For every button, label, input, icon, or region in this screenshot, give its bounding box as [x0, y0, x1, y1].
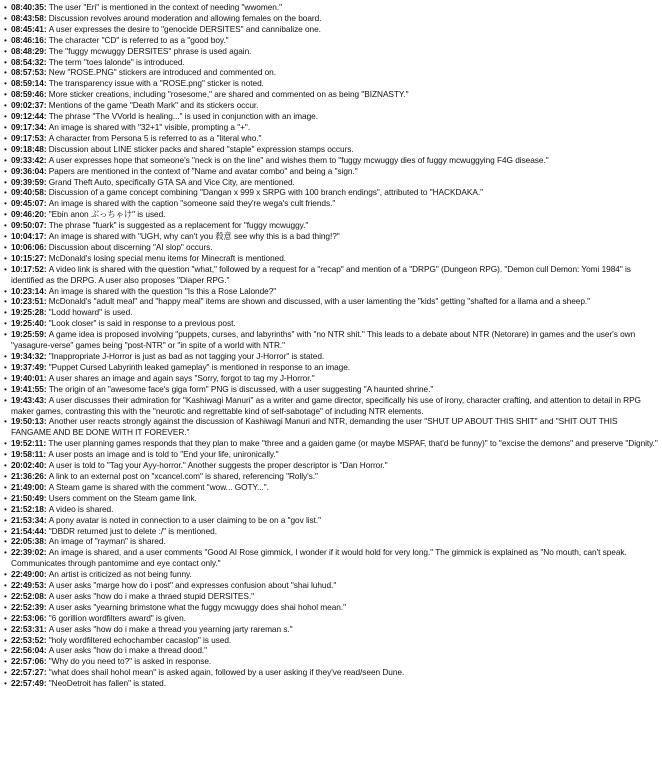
- entry-text: The character "CD" is referred to as a "good boy.": [48, 34, 229, 45]
- entry-timestamp: 08:48:29: [11, 45, 44, 56]
- entry-text: A video is shared.: [48, 503, 114, 514]
- log-entry: [4, 482, 658, 493]
- bullet-icon: •: [4, 252, 7, 263]
- log-entry: [4, 307, 658, 318]
- timestamp-separator: :: [43, 111, 49, 122]
- entry-timestamp: 21:54:44: [11, 525, 44, 536]
- timestamp-separator: :: [43, 198, 49, 209]
- timestamp-separator: :: [43, 667, 49, 678]
- entry-timestamp: 22:53:31: [11, 623, 44, 634]
- entry-timestamp: 08:46:16: [11, 34, 44, 45]
- entry-text: The phrase "The VVorld is healing..." is used in conjunction with an image.: [48, 111, 318, 122]
- entry-text: "Look closer" is said in response to a previous post.: [48, 318, 236, 329]
- log-entry: [4, 67, 658, 78]
- timestamp-separator: :: [43, 580, 49, 591]
- timestamp-separator: :: [43, 590, 49, 601]
- timestamp-separator: :: [43, 383, 49, 394]
- entry-text: A pony avatar is noted in connection to a user claiming to be on a "gov list.": [48, 514, 322, 525]
- entry-text: Discussion about LINE sticker packs and shared "staple" expression stamps occurs.: [48, 143, 354, 154]
- entry-timestamp: 10:17:52: [11, 263, 44, 274]
- timestamp-separator: :: [43, 176, 49, 187]
- entry-text: A user expresses the desire to "genocide DERSITES" and cannibalize one.: [48, 23, 321, 34]
- entry-timestamp: 21:50:49: [11, 492, 44, 503]
- entry-timestamp: 09:18:48: [11, 143, 44, 154]
- timestamp-separator: :: [43, 372, 49, 383]
- timestamp-separator: :: [43, 481, 49, 492]
- entry-text: A user asks "how do i make a thread dood.": [48, 645, 208, 656]
- entry-timestamp: 09:33:42: [11, 154, 44, 165]
- bullet-icon: •: [4, 209, 7, 220]
- timestamp-separator: :: [43, 394, 49, 405]
- bullet-icon: •: [4, 656, 7, 667]
- entry-text: A user discusses their admiration for "Kashiwagi Manuri" as a writer and game director, specifically his use of irony, character crafting, and attention to detail in RPG maker games, contrasting this with the "neurotic and regrettable kind of self-sabotage" of including NTR elements.: [11, 394, 641, 416]
- log-entry: [4, 547, 658, 569]
- log-entry: [4, 602, 658, 613]
- bullet-icon: •: [4, 241, 7, 252]
- entry-text: The term "toes lalonde" is introduced.: [48, 56, 185, 67]
- entry-text: A link to an external post on "xcancel.com" is shared, referencing "Rolly's.": [48, 470, 318, 481]
- bullet-icon: •: [4, 198, 7, 209]
- bullet-icon: •: [4, 121, 7, 132]
- log-entry: [4, 296, 658, 307]
- bullet-icon: •: [4, 460, 7, 471]
- bullet-icon: •: [4, 318, 7, 329]
- bullet-icon: •: [4, 569, 7, 580]
- bullet-icon: •: [4, 601, 7, 612]
- log-entry: [4, 526, 658, 537]
- log-entry: [4, 198, 658, 209]
- timestamp-separator: :: [43, 296, 49, 307]
- entry-timestamp: 09:17:34: [11, 121, 44, 132]
- entry-timestamp: 22:53:52: [11, 634, 44, 645]
- log-entry: [4, 329, 658, 351]
- bullet-icon: •: [4, 503, 7, 514]
- timestamp-separator: :: [43, 165, 49, 176]
- entry-text: Papers are mentioned in the context of "Name and avatar combo" and being a "sign.": [48, 165, 358, 176]
- entry-timestamp: 19:50:13: [11, 416, 44, 427]
- timestamp-separator: :: [43, 143, 49, 154]
- bullet-icon: •: [4, 45, 7, 56]
- entry-timestamp: 22:57:06: [11, 656, 44, 667]
- log-entry: [4, 504, 658, 515]
- entry-timestamp: 10:23:14: [11, 285, 44, 296]
- entry-text: A user asks "marge how do i post" and expresses confusion about "shai luhud.": [48, 580, 337, 591]
- bullet-icon: •: [4, 12, 7, 23]
- bullet-icon: •: [4, 187, 7, 198]
- bullet-icon: •: [4, 263, 7, 274]
- timestamp-separator: :: [43, 23, 49, 34]
- bullet-icon: •: [4, 23, 7, 34]
- log-entry: [4, 624, 658, 635]
- log-entry: [4, 89, 658, 100]
- entry-timestamp: 10:04:17: [11, 231, 44, 242]
- timestamp-separator: :: [43, 634, 49, 645]
- timestamp-separator: :: [43, 285, 49, 296]
- entry-text: Mentions of the game "Death Mark" and its stickers occur.: [48, 100, 259, 111]
- entry-timestamp: 22:05:38: [11, 536, 44, 547]
- entry-timestamp: 10:15:27: [11, 252, 44, 263]
- entry-text: "Lodd howard" is used.: [48, 307, 133, 318]
- entry-timestamp: 21:53:34: [11, 514, 44, 525]
- entry-timestamp: 19:34:32: [11, 351, 44, 361]
- entry-text: The transparency issue with a "ROSE.png" sticker is noted.: [48, 78, 264, 89]
- log-entry: [4, 209, 658, 220]
- timestamp-separator: :: [43, 623, 49, 634]
- bullet-icon: •: [4, 34, 7, 45]
- timestamp-separator: :: [43, 307, 49, 318]
- entry-text: An image is shared, and a user comments "Good AI Rose gimmick, I wonder if it would hold for very long." The gimmick is explained as "No mouth, can't speak. Communicates through pantomime and eye contact only.": [11, 547, 627, 569]
- entry-timestamp: 08:57:53: [11, 67, 44, 78]
- entry-timestamp: 19:41:55: [11, 383, 44, 394]
- entry-text: New "ROSE.PNG" stickers are introduced and commented on.: [48, 67, 276, 78]
- entry-timestamp: 19:37:49: [11, 361, 44, 372]
- log-entry: [4, 656, 658, 667]
- entry-text: A user posts an image and is told to "End your life, unironically.": [48, 449, 279, 460]
- timestamp-separator: :: [43, 187, 49, 198]
- entry-timestamp: 19:52:11: [11, 438, 44, 449]
- entry-text: Another user reacts strongly against the discussion of Kashiwagi Manuri and NTR, demanding the user "SHUT UP ABOUT THIS SHIT" and "SHIT OUT THIS FANGAME AND BE DONE WITH IT FOREVER.": [11, 416, 618, 438]
- log-entry: [4, 78, 658, 89]
- entry-timestamp: 21:36:26: [11, 470, 44, 481]
- log-entry: [4, 253, 658, 264]
- entry-text: A user shares an image and again says "Sorry, forgot to tag my J-Horror.": [48, 372, 315, 383]
- entry-text: "NeoDetroit has fallen" is stated.: [48, 678, 166, 689]
- log-entry: [4, 111, 658, 122]
- timestamp-separator: :: [43, 67, 49, 78]
- bullet-icon: •: [4, 111, 7, 122]
- bullet-icon: •: [4, 154, 7, 165]
- log-entry: [4, 231, 658, 242]
- entry-timestamp: 21:49:00: [11, 481, 44, 492]
- entry-text: The phrase "fuark" is suggested as a replacement for "fuggy mcwuggy.": [48, 220, 309, 231]
- bullet-icon: •: [4, 470, 7, 481]
- entry-timestamp: 09:50:07: [11, 220, 44, 231]
- bullet-icon: •: [4, 329, 7, 340]
- log-entry: [4, 187, 658, 198]
- timestamp-separator: :: [43, 525, 49, 536]
- timestamp-separator: :: [43, 361, 49, 372]
- entry-text: McDonald's losing special menu items for Minecraft is mentioned.: [48, 252, 287, 263]
- entry-text: A user expresses hope that someone's "neck is on the line" and wishes them to "fuggy mcwuggy dies of fuggy mcwuggying F4G disease.": [48, 154, 549, 165]
- entry-timestamp: 22:56:04: [11, 645, 44, 656]
- entry-timestamp: 08:43:58: [11, 12, 44, 23]
- entry-timestamp: 21:52:18: [11, 503, 44, 514]
- entry-timestamp: 10:23:51: [11, 296, 44, 307]
- entry-timestamp: 22:52:08: [11, 590, 44, 601]
- bullet-icon: •: [4, 438, 7, 449]
- timestamp-separator: :: [43, 263, 49, 274]
- bullet-icon: •: [4, 176, 7, 187]
- timestamp-separator: :: [43, 460, 49, 471]
- entry-text: An image is shared with "UGH, why can't you 殺意 see why this is a bad thing!?": [48, 231, 340, 242]
- timestamp-separator: :: [43, 56, 49, 67]
- timestamp-separator: :: [43, 45, 49, 56]
- timestamp-separator: :: [43, 645, 49, 656]
- entry-text: Users comment on the Steam game link.: [48, 492, 197, 503]
- entry-timestamp: 22:53:06: [11, 612, 44, 623]
- entry-timestamp: 08:54:32: [11, 56, 44, 67]
- log-entry: [4, 362, 658, 373]
- log-entry: [4, 57, 658, 68]
- timestamp-separator: :: [43, 449, 49, 460]
- timestamp-separator: :: [43, 678, 49, 689]
- log-entry: [4, 678, 658, 689]
- entry-timestamp: 09:45:07: [11, 198, 44, 209]
- entry-text: "Inappropriate J-Horror is just as bad as not tagging your J-Horror" is stated.: [48, 351, 325, 361]
- entry-text: The user "Eri" is mentioned in the context of needing "wwomen.": [48, 2, 283, 12]
- log-entry: [4, 493, 658, 504]
- log-entry: [4, 286, 658, 297]
- entry-text: The "fuggy mcwuggy DERSITES" phrase is used again.: [48, 45, 252, 56]
- bullet-icon: •: [4, 307, 7, 318]
- bullet-icon: •: [4, 89, 7, 100]
- timestamp-separator: :: [43, 100, 49, 111]
- timestamp-separator: :: [43, 220, 49, 231]
- bullet-icon: •: [4, 525, 7, 536]
- log-entry: [4, 166, 658, 177]
- log-entry: [4, 177, 658, 188]
- log-entry: [4, 133, 658, 144]
- entry-text: "6 gorillion wordfilters award" is given.: [48, 612, 186, 623]
- entry-timestamp: 19:40:01: [11, 372, 44, 383]
- timestamp-separator: :: [43, 121, 49, 132]
- bullet-icon: •: [4, 481, 7, 492]
- timestamp-separator: :: [43, 132, 49, 143]
- entry-timestamp: 22:39:02: [11, 547, 44, 558]
- entry-timestamp: 09:17:53: [11, 132, 44, 143]
- log-entry: [4, 416, 658, 438]
- entry-text: Discussion about discerning "AI slop" occurs.: [48, 241, 213, 252]
- entry-timestamp: 09:46:20: [11, 209, 44, 220]
- timestamp-separator: :: [43, 656, 49, 667]
- timestamp-separator: :: [43, 78, 49, 89]
- entry-text: A character from Persona 5 is referred to as a "literal who.": [48, 132, 262, 143]
- entry-timestamp: 09:39:59: [11, 176, 44, 187]
- timestamp-separator: :: [43, 154, 49, 165]
- entry-text: "DBDR returned just to delete :/" is mentioned.: [48, 525, 217, 536]
- timestamp-separator: :: [43, 470, 49, 481]
- entry-text: A user asks "how do i make a thread you yearning jarty rareman s.": [48, 623, 293, 634]
- entry-timestamp: 19:25:40: [11, 318, 44, 329]
- bullet-icon: •: [4, 514, 7, 525]
- log-entry: [4, 580, 658, 591]
- bullet-icon: •: [4, 612, 7, 623]
- timestamp-separator: :: [43, 503, 49, 514]
- timestamp-separator: :: [43, 34, 49, 45]
- bullet-icon: •: [4, 372, 7, 383]
- bullet-icon: •: [4, 634, 7, 645]
- log-entry: [4, 395, 658, 417]
- bullet-icon: •: [4, 383, 7, 394]
- log-entry: [4, 318, 658, 329]
- bullet-icon: •: [4, 143, 7, 154]
- log-entry: [4, 645, 658, 656]
- bullet-icon: •: [4, 536, 7, 547]
- log-entry: [4, 613, 658, 624]
- entry-timestamp: 22:57:27: [11, 667, 44, 678]
- bullet-icon: •: [4, 285, 7, 296]
- entry-text: An image is shared with the question "Is this a Rose Lalonde?": [48, 285, 277, 296]
- bullet-icon: •: [4, 416, 7, 427]
- log-entry: [4, 438, 658, 449]
- log-entry: [4, 460, 658, 471]
- entry-text: A video link is shared with the question "what," followed by a request for a "recap" and mention of a "DRPG" (Dungeon RPG). "Demon cull Demon: Yomi 1984" is identified as the DRPG. A user also proposes "Diaper RPG.": [11, 263, 631, 285]
- log-entry: [4, 46, 658, 57]
- entry-timestamp: 22:52:39: [11, 601, 44, 612]
- log-entry: [4, 13, 658, 24]
- log-entry: [4, 24, 658, 35]
- log-entry: [4, 635, 658, 646]
- entry-timestamp: 09:12:44: [11, 111, 44, 122]
- log-entry: [4, 373, 658, 384]
- log-entry: [4, 351, 658, 362]
- entry-text: An image is shared with "32+1" visible, prompting a "+".: [48, 121, 251, 132]
- bullet-icon: •: [4, 667, 7, 678]
- bullet-icon: •: [4, 100, 7, 111]
- entry-text: "Why do you need to?" is asked in response.: [48, 656, 212, 667]
- log-entry: [4, 515, 658, 526]
- log-entry: [4, 384, 658, 395]
- entry-text: Grand Theft Auto, specifically GTA SA and Vice City, are mentioned.: [48, 176, 295, 187]
- timestamp-separator: :: [43, 241, 49, 252]
- entry-text: The origin of an "awesome face's giga form" PNG is discussed, with a user suggesting "A haunted shrine.": [48, 383, 434, 394]
- timestamp-separator: :: [43, 329, 49, 340]
- entry-text: An image of "rayman" is shared.: [48, 536, 166, 547]
- timestamp-separator: :: [43, 438, 49, 449]
- log-entry: [4, 220, 658, 231]
- bullet-icon: •: [4, 580, 7, 591]
- timestamp-separator: :: [43, 12, 49, 23]
- entry-text: A user asks "yearning brimstone what the fuggy mcwuggy does shai hohol mean.": [48, 601, 346, 612]
- bullet-icon: •: [4, 394, 7, 405]
- entry-text: "holy wordfiltered echochamber cacaslop" is used.: [48, 634, 232, 645]
- timestamp-separator: :: [43, 351, 49, 361]
- bullet-icon: •: [4, 361, 7, 372]
- entry-text: Discussion revolves around moderation and allowing females on the board.: [48, 12, 322, 23]
- timestamp-separator: :: [43, 2, 49, 12]
- log-entry: [4, 35, 658, 46]
- log-entry: [4, 471, 658, 482]
- entry-text: "what does shail hohol mean" is asked again, followed by a user asking if they've read/seen Dune.: [48, 667, 405, 678]
- entry-timestamp: 08:45:41: [11, 23, 44, 34]
- entry-timestamp: 09:36:04: [11, 165, 44, 176]
- entry-timestamp: 22:49:00: [11, 569, 44, 580]
- log-entry: [4, 569, 658, 580]
- timestamp-separator: :: [43, 514, 49, 525]
- log-entry: [4, 667, 658, 678]
- entry-text: The user planning games responds that they plan to make "three and a gaiden game (or maybe MSPAF, that'd be funny)" to "excise the demons" and preserve "Dignity.": [48, 438, 658, 449]
- bullet-icon: •: [4, 590, 7, 601]
- entry-text: A game idea is proposed involving "puppets, curses, and labyrinths" with "no NTR shit." This leads to a debate about NTR (Netorare) in games and the user's own "yasagure-verse" games being "post-NTR" or "in spite of a world with NTR.": [11, 329, 636, 351]
- entry-text: More sticker creations, including "rosesome," are shared and commented on as being "BIZNASTY.": [48, 89, 409, 100]
- log-entry: [4, 155, 658, 166]
- log-entry: [4, 122, 658, 133]
- log-entry: [4, 100, 658, 111]
- timestamp-separator: :: [43, 601, 49, 612]
- entry-timestamp: 09:02:37: [11, 100, 44, 111]
- timestamp-separator: :: [43, 209, 49, 220]
- entry-timestamp: 09:40:58: [11, 187, 44, 198]
- log-entry: [4, 264, 658, 286]
- bullet-icon: •: [4, 678, 7, 689]
- bullet-icon: •: [4, 165, 7, 176]
- timestamp-separator: :: [43, 416, 49, 427]
- entry-text: A user is told to "Tag your Ayy-horror." Another suggests the proper descriptor is "Dan Horror.": [48, 460, 388, 471]
- timestamp-separator: :: [43, 536, 49, 547]
- entry-timestamp: 10:06:06: [11, 241, 44, 252]
- bullet-icon: •: [4, 449, 7, 460]
- bullet-icon: •: [4, 492, 7, 503]
- log-entry: [4, 536, 658, 547]
- entry-text: A Steam game is shared with the comment "wow... GOTY...".: [48, 481, 269, 492]
- timestamp-separator: :: [43, 569, 49, 580]
- log-entry: [4, 242, 658, 253]
- entry-text: Discussion of a game concept combining "Dangan x 999 x SRPG with 100 branch endings", attributed to "HACKDAKA.": [48, 187, 483, 198]
- log-entry: [4, 144, 658, 155]
- timestamp-separator: :: [43, 492, 49, 503]
- bullet-icon: •: [4, 231, 7, 242]
- log-entry: [4, 591, 658, 602]
- timestamp-separator: :: [43, 89, 49, 100]
- entry-text: "Puppet Cursed Labyrinth leaked gameplay" is mentioned in response to an image.: [48, 361, 351, 372]
- entry-text: An artist is criticized as not being funny.: [48, 569, 192, 580]
- entry-timestamp: 20:02:40: [11, 460, 44, 471]
- entry-timestamp: 22:49:53: [11, 580, 44, 591]
- timestamp-separator: :: [43, 547, 49, 558]
- bullet-icon: •: [4, 67, 7, 78]
- entry-timestamp: 22:57:49: [11, 678, 44, 689]
- entry-timestamp: 19:43:43: [11, 394, 44, 405]
- log-entry: [4, 449, 658, 460]
- entry-text: "Ebin anon ぶっちゃけ" is used.: [48, 209, 166, 220]
- bullet-icon: •: [4, 220, 7, 231]
- bullet-icon: •: [4, 623, 7, 634]
- timestamp-separator: :: [43, 612, 49, 623]
- bullet-icon: •: [4, 296, 7, 307]
- bullet-icon: •: [4, 645, 7, 656]
- bullet-icon: •: [4, 78, 7, 89]
- entry-timestamp: 19:25:59: [11, 329, 44, 340]
- entry-timestamp: 08:59:46: [11, 89, 44, 100]
- entry-text: An image is shared with the caption "someone said they're wega's cult friends.": [48, 198, 336, 209]
- bullet-icon: •: [4, 56, 7, 67]
- bullet-icon: •: [4, 547, 7, 558]
- timestamp-separator: :: [43, 252, 49, 263]
- entry-timestamp: 19:25:28: [11, 307, 44, 318]
- entry-timestamp: 08:40:35: [11, 2, 44, 12]
- bullet-icon: •: [4, 2, 7, 12]
- entry-timestamp: 08:59:14: [11, 78, 44, 89]
- entry-timestamp: 19:58:11: [11, 449, 44, 460]
- log-entry: [4, 2, 658, 13]
- timestamp-separator: :: [43, 318, 49, 329]
- bullet-icon: •: [4, 351, 7, 361]
- entry-text: A user asks "how do i make a thraed stupid DERSITES.": [48, 590, 255, 601]
- timestamp-separator: :: [43, 231, 49, 242]
- entry-text: McDonald's "adult meal" and "happy meal" items are shown and discussed, with a user lamenting the "kids" getting "shafted for a llama and a sheep.": [48, 296, 591, 307]
- bullet-icon: •: [4, 132, 7, 143]
